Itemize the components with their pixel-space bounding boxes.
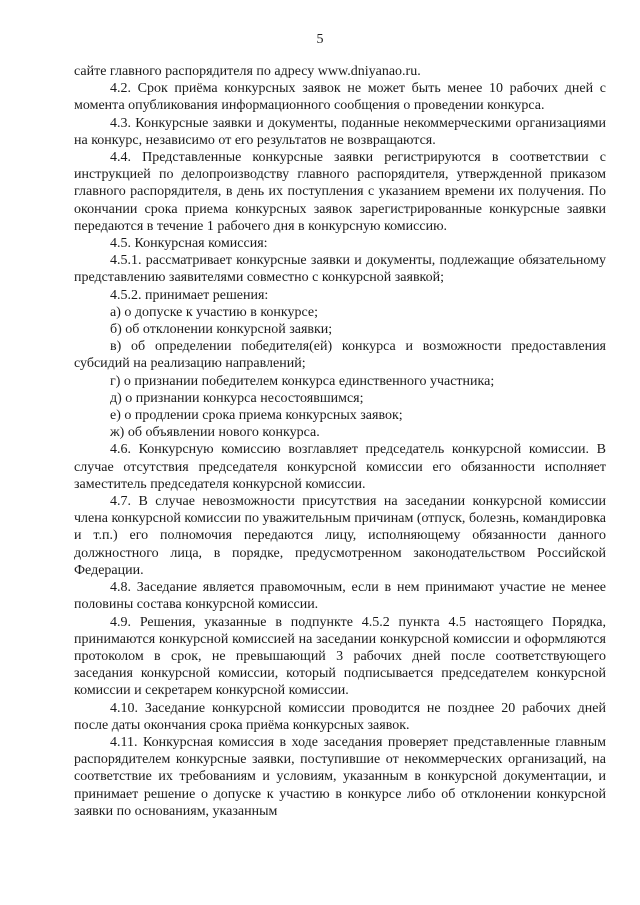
paragraph: 4.11. Конкурсная комиссия в ходе заседания проверяет представленные главным распорядителем конкурсные заявки, поступившие от некоммерческих организаций, на соответствие их требованиям и условиям, указанным в конкурсной документации, и принимает решение о допуске к участию в конкурсе либо об отклонении конкурсной заявки по основаниям, указанным xyxy=(74,734,606,819)
paragraph: ж) об объявлении нового конкурса. xyxy=(110,425,320,441)
page-number: 5 xyxy=(316,32,324,47)
paragraph: 4.7. В случае невозможности присутствия на заседании конкурсной комиссии члена конкурсной комиссии по уважительным причинам (отпуск, болезнь, командировка и т.п.) его полномочия передаются лицу, исполняющему обязанности данного должностного лица, в порядке, предусмотренном законодательством Российской Федерации. xyxy=(74,494,606,578)
paragraph: 4.2. Срок приёма конкурсных заявок не может быть менее 10 рабочих дней с момента опубликования информационного сообщения о проведении конкурса. xyxy=(74,81,606,114)
paragraph: 4.5. Конкурсная комиссия: xyxy=(110,236,268,252)
paragraph: 4.10. Заседание конкурсной комиссии проводится не позднее 20 рабочих дней после даты окончания срока приёма конкурсных заявок. xyxy=(74,700,606,733)
paragraph: 4.4. Представленные конкурсные заявки регистрируются в соответствии с инструкцией по делопроизводству главного распорядителя, утвержденной приказом главного распорядителя, в день их поступления с указанием времени их получения. По окончании срока приема конкурсных заявок зарегистрированные конкурсные заявки передаются в течение 1 рабочего дня в конкурсную комиссию. xyxy=(74,150,606,234)
paragraph: в) об определении победителя(ей) конкурса и возможности предоставления субсидий на реализацию направлений; xyxy=(74,339,606,372)
paragraph: сайте главного распорядителя по адресу www.dniyanao.ru. xyxy=(74,64,421,79)
paragraph: г) о признании победителем конкурса единственного участника; xyxy=(110,373,495,389)
paragraph: 4.3. Конкурсные заявки и документы, поданные некоммерческими организациями на конкурс, независимо от его результатов не возвращаются. xyxy=(74,115,606,148)
paragraph: 4.8. Заседание является правомочным, если в нем принимают участие не менее половины состава конкурсной комиссии. xyxy=(74,580,606,613)
paragraph: 4.9. Решения, указанные в подпункте 4.5.2 пункта 4.5 настоящего Порядка, принимаются конкурсной комиссией на заседании конкурсной комиссии и оформляются протоколом в срок, не превышающий 3 рабочих дней после соответствующего заседания конкурсной комиссии, который подписывается председателем конкурсной комиссии и секретарем конкурсной комиссии. xyxy=(74,614,606,699)
paragraph: 4.5.1. рассматривает конкурсные заявки и документы, подлежащие обязательному представлению заявителями совместно с конкурсной заявкой; xyxy=(74,253,606,286)
paragraph: д) о признании конкурса несостоявшимся; xyxy=(110,390,364,406)
paragraph: а) о допуске к участию в конкурсе; xyxy=(110,304,318,320)
document-body xyxy=(74,63,606,820)
paragraph: 4.6. Конкурсную комиссию возглавляет председатель конкурсной комиссии. В случае отсутствия председателя конкурсной комиссии его обязанности исполняет заместитель председателя конкурсной комиссии. xyxy=(74,442,606,492)
paragraph: б) об отклонении конкурсной заявки; xyxy=(110,322,333,338)
paragraph: 4.5.2. принимает решения: xyxy=(110,287,269,303)
paragraph: е) о продлении срока приема конкурсных заявок; xyxy=(110,408,403,424)
